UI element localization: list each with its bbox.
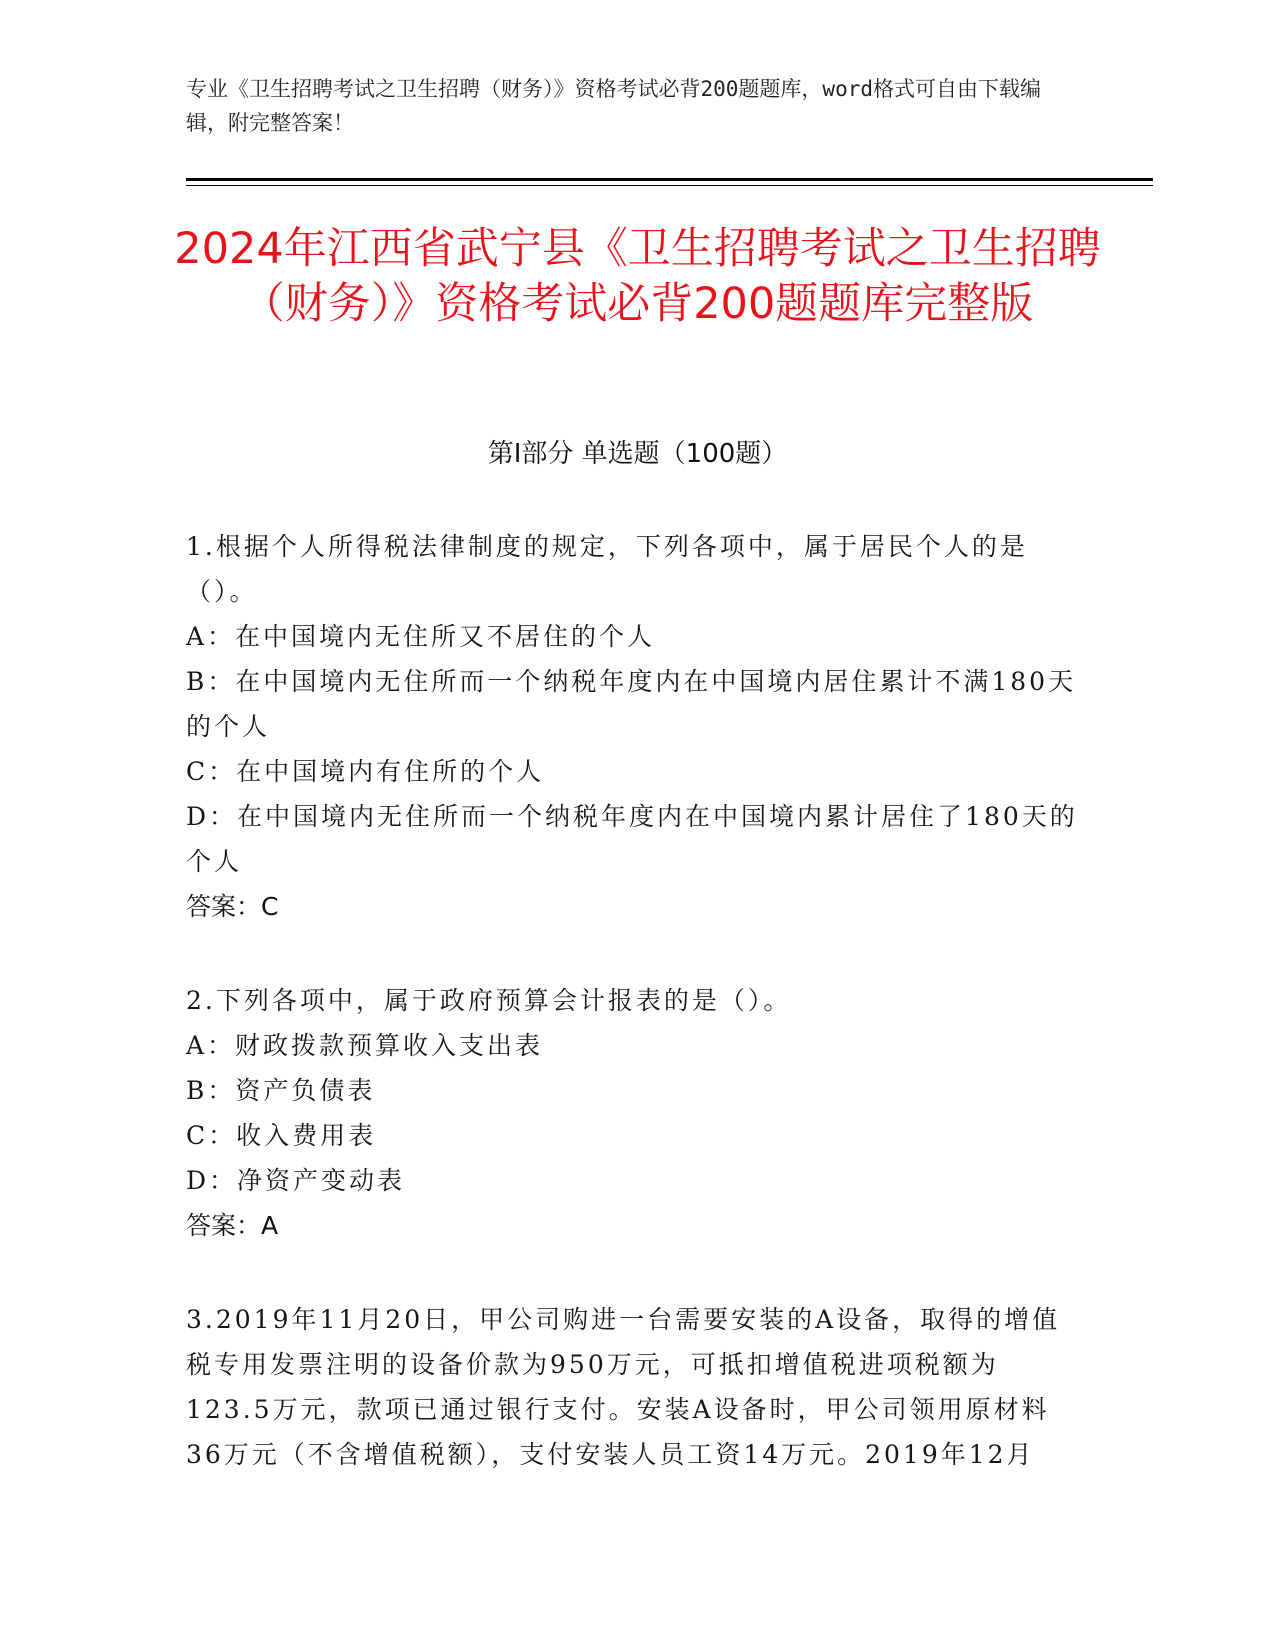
option-b: B：资产负债表 bbox=[186, 1076, 376, 1105]
question-block bbox=[186, 524, 1081, 929]
option-d: D：净资产变动表 bbox=[186, 1166, 406, 1195]
question-text: 1.根据个人所得税法律制度的规定，下列各项中，属于居民个人的是（）。 bbox=[186, 532, 1028, 606]
question-text: 2.下列各项中，属于政府预算会计报表的是（）。 bbox=[186, 986, 792, 1015]
option-b: B：在中国境内无住所而一个纳税年度内在中国境内居住累计不满180天的个人 bbox=[186, 667, 1077, 741]
answer-text: 答案：A bbox=[186, 1211, 279, 1240]
option-c: C：在中国境内有住所的个人 bbox=[186, 757, 545, 786]
header-note: 专业《卫生招聘考试之卫生招聘（财务）》资格考试必背200题题库，word格式可自由下载编辑，附完整答案！ bbox=[186, 77, 1041, 135]
option-a: A：在中国境内无住所又不居住的个人 bbox=[186, 622, 656, 651]
question-block bbox=[186, 978, 1081, 1248]
option-a: A：财政拨款预算收入支出表 bbox=[186, 1031, 544, 1060]
header-divider-thin bbox=[186, 185, 1153, 186]
document-title: 2024年江西省武宁县《卫生招聘考试之卫生招聘（财务）》资格考试必背200题题库完整版 bbox=[174, 224, 1101, 329]
question-block bbox=[186, 1297, 1081, 1477]
header-divider-thick bbox=[186, 178, 1153, 181]
section-title: 第Ⅰ部分 单选题（100题） bbox=[487, 439, 788, 469]
option-c: C：收入费用表 bbox=[186, 1121, 377, 1150]
question-text: 3.2019年11月20日，甲公司购进一台需要安装的A设备，取得的增值税专用发票注明的设备价款为950万元，可抵扣增值税进项税额为123.5万元，款项已通过银行支付。安装A设备时，甲公司领用原材料36万元（不含增值税额），支付安装人员工资14万元。2019年12月 bbox=[186, 1305, 1061, 1469]
answer-text: 答案：C bbox=[186, 892, 279, 921]
option-d: D：在中国境内无住所而一个纳税年度内在中国境内累计居住了180天的个人 bbox=[186, 802, 1078, 876]
